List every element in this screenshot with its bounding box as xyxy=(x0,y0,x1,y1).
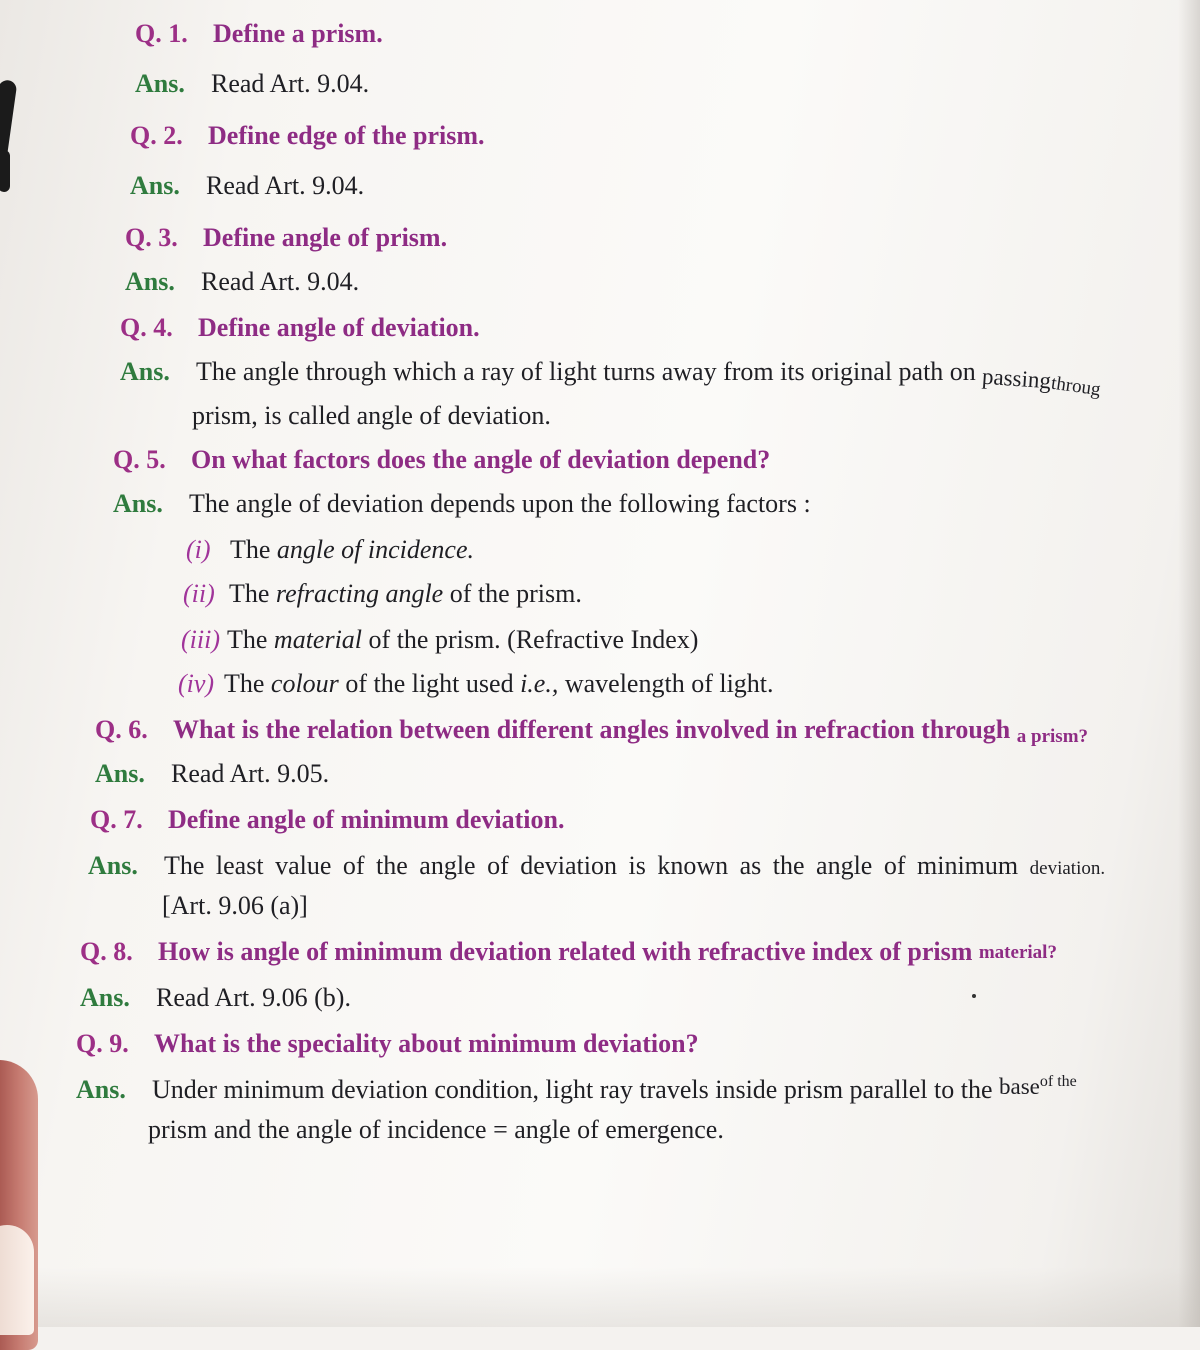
answer-tag: Ans. xyxy=(130,171,180,200)
factor-italic: angle of incidence. xyxy=(276,535,475,564)
question-number: Q. 5. xyxy=(113,445,166,474)
question-text: On what factors does the angle of deviation depend? xyxy=(191,445,771,474)
answer-tag: Ans. xyxy=(76,1075,126,1104)
page-edge-shadow xyxy=(1178,0,1200,1327)
factor-italic: i.e., xyxy=(520,669,559,698)
answer-4-line-2 xyxy=(192,400,551,432)
factor-roman: (i) xyxy=(186,535,211,564)
answer-9 xyxy=(76,1074,1077,1110)
question-number: Q. 2. xyxy=(130,121,183,150)
factor-post: of the prism. xyxy=(443,579,582,608)
factor-pre: The xyxy=(227,625,268,654)
answer-text: The angle through which a ray of light turns away from its original path on xyxy=(196,357,976,386)
answer-5 xyxy=(113,488,811,520)
answer-text-tail: throug xyxy=(1050,372,1103,401)
question-text: Define a prism. xyxy=(213,19,383,48)
answer-text-tail: base xyxy=(999,1074,1040,1099)
question-2 xyxy=(130,120,485,152)
factor-italic: colour xyxy=(270,669,339,698)
question-9 xyxy=(76,1028,699,1060)
answer-text: prism and the angle of incidence = angle of emergence. xyxy=(148,1115,724,1144)
answer-2 xyxy=(130,170,364,202)
answer-tag: Ans. xyxy=(95,759,145,788)
question-text: Define edge of the prism. xyxy=(208,121,485,150)
answer-tag: Ans. xyxy=(80,983,130,1012)
question-text: What is the speciality about minimum deviation? xyxy=(154,1029,699,1058)
answer-8 xyxy=(80,982,351,1014)
answer-text: Read Art. 9.04. xyxy=(211,69,370,98)
question-1 xyxy=(135,18,383,50)
question-text-tail: a prism? xyxy=(1016,726,1089,747)
question-number: Q. 4. xyxy=(120,313,173,342)
question-3 xyxy=(125,222,447,254)
answer-text-tail: of the xyxy=(1039,1073,1077,1090)
answer-tag: Ans. xyxy=(125,267,175,296)
factor-item xyxy=(183,578,582,610)
answer-text: Read Art. 9.04. xyxy=(206,171,365,200)
ink-speck xyxy=(972,994,976,998)
question-number: Q. 1. xyxy=(135,19,188,48)
answer-1 xyxy=(135,68,369,100)
factor-pre: The xyxy=(229,579,270,608)
answer-text: Under minimum deviation condition, light ray travels inside prism parallel to the xyxy=(152,1075,993,1104)
factor-item xyxy=(178,668,774,700)
factor-roman: (ii) xyxy=(183,579,215,608)
answer-text: The angle of deviation depends upon the following factors : xyxy=(189,489,811,518)
question-number: Q. 7. xyxy=(90,805,143,834)
factor-item xyxy=(186,534,474,566)
factor-pre: The xyxy=(230,535,271,564)
question-number: Q. 6. xyxy=(95,715,148,744)
factor-roman: (iii) xyxy=(181,625,220,654)
answer-text: Read Art. 9.06 (b). xyxy=(156,983,351,1012)
answer-3 xyxy=(125,266,359,298)
factor-pre: The xyxy=(224,669,265,698)
question-6 xyxy=(95,714,1088,749)
factor-post: wavelength of light. xyxy=(558,669,774,698)
answer-9-line-2 xyxy=(148,1114,724,1146)
question-text: What is the relation between different angles involved in refraction through xyxy=(173,715,1011,744)
factor-item xyxy=(181,624,698,656)
factor-italic: material xyxy=(273,625,363,654)
margin-ink-mark xyxy=(0,150,10,192)
question-8 xyxy=(80,936,1057,971)
answer-text-tail: deviation. xyxy=(1029,858,1106,879)
answer-tag: Ans. xyxy=(113,489,163,518)
question-4 xyxy=(120,312,480,344)
answer-tag: Ans. xyxy=(120,357,170,386)
answer-6 xyxy=(95,758,329,790)
answer-tag: Ans. xyxy=(88,851,138,880)
question-7 xyxy=(90,804,565,836)
factor-roman: (iv) xyxy=(178,669,215,698)
question-5 xyxy=(113,444,770,476)
answer-text: The least value of the angle of deviation is known as the angle of minimum xyxy=(164,851,1019,880)
factor-italic: refracting angle xyxy=(275,579,444,608)
answer-text: Read Art. 9.04. xyxy=(201,267,360,296)
answer-7 xyxy=(88,850,1105,885)
page-bottom-curl xyxy=(0,1267,1200,1327)
answer-4 xyxy=(120,356,1103,401)
question-number: Q. 9. xyxy=(76,1029,129,1058)
factor-post: of the light used xyxy=(338,669,521,698)
question-text: Define angle of minimum deviation. xyxy=(168,805,565,834)
question-text: How is angle of minimum deviation related with refractive index of prism xyxy=(158,937,973,966)
answer-7-line-2 xyxy=(162,890,308,922)
question-number: Q. 8. xyxy=(80,937,133,966)
answer-text: [Art. 9.06 (a)] xyxy=(162,891,308,920)
answer-tag: Ans. xyxy=(135,69,185,98)
answer-text-tail: passing xyxy=(981,363,1053,394)
question-number: Q. 3. xyxy=(125,223,178,252)
answer-text: Read Art. 9.05. xyxy=(171,759,330,788)
question-text-tail: material? xyxy=(978,942,1057,963)
answer-text: prism, is called angle of deviation. xyxy=(192,401,551,430)
factor-post: of the prism. (Refractive Index) xyxy=(362,625,699,654)
question-text: Define angle of deviation. xyxy=(198,313,480,342)
finger-nail xyxy=(0,1225,34,1335)
question-text: Define angle of prism. xyxy=(203,223,448,252)
